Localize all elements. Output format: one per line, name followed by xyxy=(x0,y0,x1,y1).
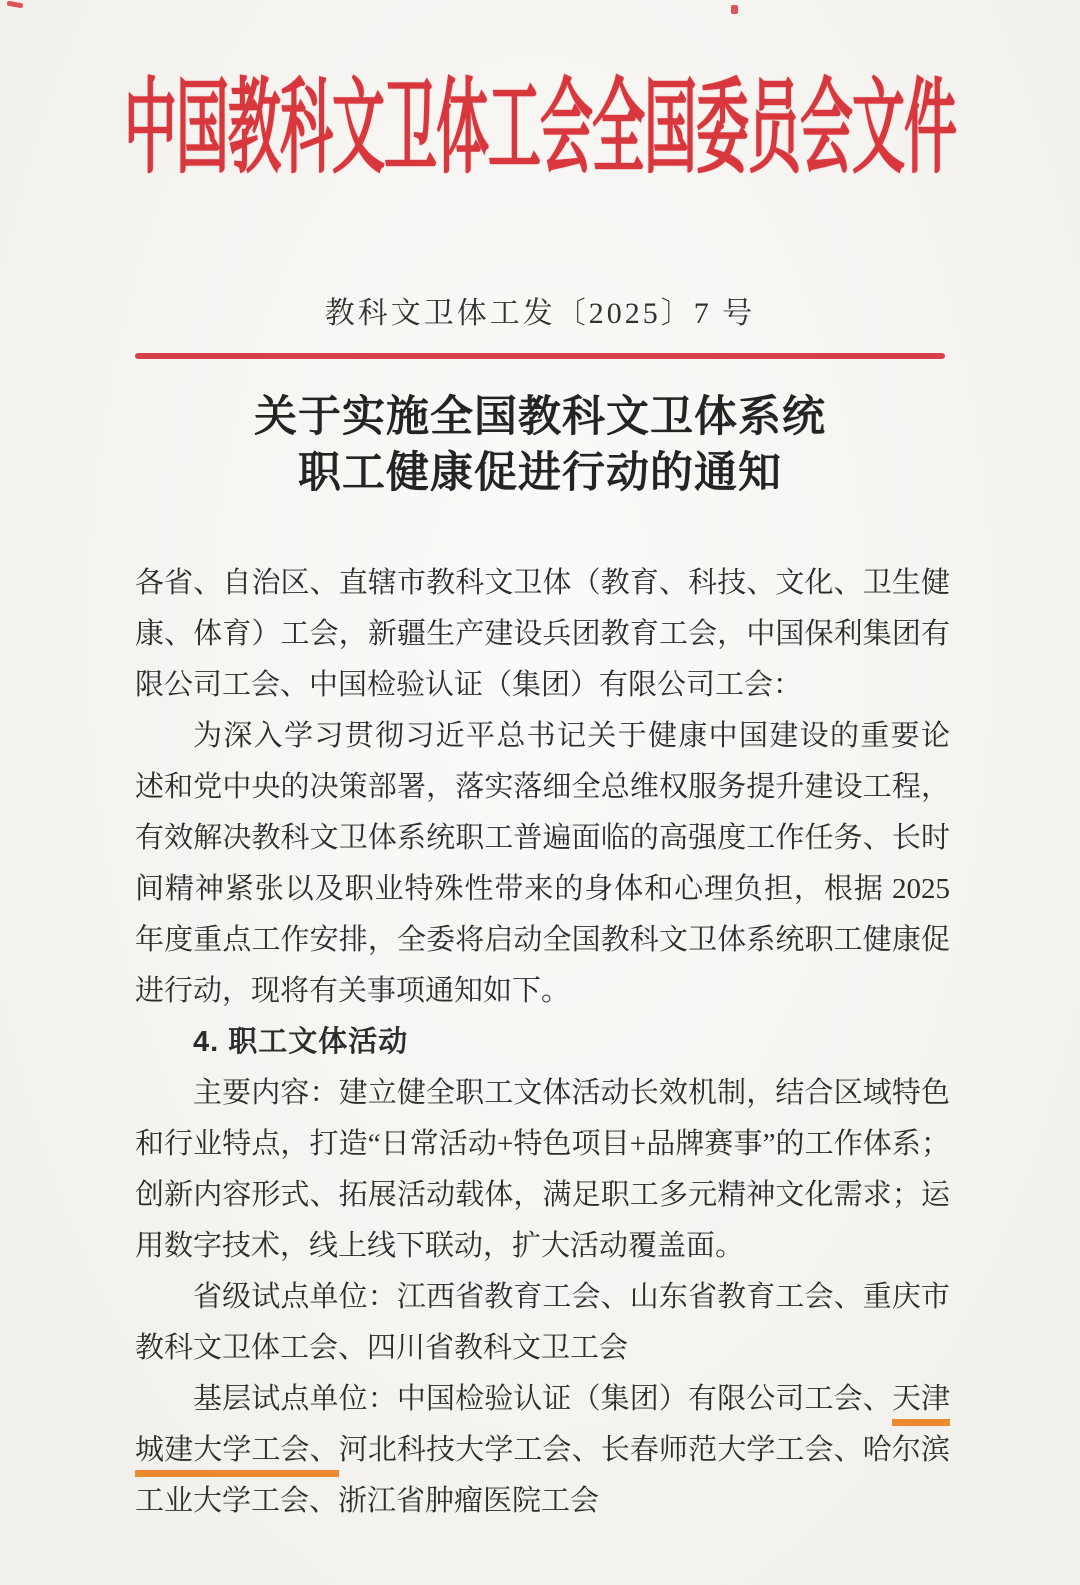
text-line xyxy=(135,1323,950,1374)
text-segment: 基层试点单位：中国检验认证（集团）有限公司工会、 xyxy=(193,1383,892,1415)
text-segment: 各省、自治区、直辖市教科文卫体（教育、科技、文化、卫生健 xyxy=(135,567,950,599)
text-line xyxy=(135,813,950,864)
text-line xyxy=(135,609,950,660)
text-line xyxy=(135,1068,950,1119)
red-header-banner xyxy=(0,44,1080,196)
red-scan-artifact xyxy=(731,5,738,14)
text-line xyxy=(135,711,950,762)
paragraph xyxy=(135,1272,950,1374)
document-title-line2: 职工健康促进行动的通知 xyxy=(298,450,782,497)
issuing-authority-title: 中国教科文卫体工会全国委员会文件 xyxy=(124,73,956,187)
text-segment: 教科文卫体工会、四川省教科文卫工会 xyxy=(135,1332,629,1364)
document-number: 教科文卫体工发〔2025〕7 号 xyxy=(324,297,756,330)
text-line xyxy=(135,1017,950,1068)
text-segment: 康、体育）工会，新疆生产建设兵团教育工会，中国保利集团有 xyxy=(135,618,950,650)
text-line xyxy=(135,1476,950,1527)
text-segment: 有效解决教科文卫体系统职工普遍面临的高强度工作任务、长时 xyxy=(135,822,950,854)
text-line xyxy=(135,660,950,711)
text-line xyxy=(135,1170,950,1221)
text-line xyxy=(135,1374,950,1425)
text-line xyxy=(135,915,950,966)
red-divider-line xyxy=(135,353,945,359)
text-segment: 主要内容：建立健全职工文体活动长效机制，结合区域特色 xyxy=(193,1077,950,1109)
text-segment: 和行业特点，打造“日常活动+特色项目+品牌赛事”的工作体系； xyxy=(135,1128,950,1160)
section-heading xyxy=(135,1017,950,1068)
paragraph xyxy=(135,1068,950,1272)
text-line xyxy=(135,762,950,813)
text-line xyxy=(135,864,950,915)
paragraph xyxy=(135,1374,950,1527)
document-title xyxy=(0,390,1080,502)
text-segment: 限公司工会、中国检验认证（集团）有限公司工会： xyxy=(135,669,803,701)
text-segment: 为深入学习贯彻习近平总书记关于健康中国建设的重要论 xyxy=(193,720,950,752)
orange-underline-highlight: 天津 xyxy=(892,1383,950,1426)
red-scan-artifact xyxy=(7,1,24,9)
text-segment: 间精神紧张以及职业特殊性带来的身体和心理负担，根据 2025 xyxy=(135,873,950,905)
text-segment: 年度重点工作安排，全委将启动全国教科文卫体系统职工健康促 xyxy=(135,924,950,956)
text-segment: 省级试点单位：江西省教育工会、山东省教育工会、重庆市 xyxy=(193,1281,950,1313)
text-segment: 用数字技术，线上线下联动，扩大活动覆盖面。 xyxy=(135,1230,745,1262)
orange-underline-highlight: 城建大学工会、 xyxy=(135,1434,339,1477)
text-segment: 述和党中央的决策部署，落实落细全总维权服务提升建设工程， xyxy=(135,771,950,803)
text-line xyxy=(135,1119,950,1170)
document-title-line1: 关于实施全国教科文卫体系统 xyxy=(254,394,826,441)
text-line xyxy=(135,1221,950,1272)
paragraph xyxy=(135,558,950,711)
text-segment: 进行动，现将有关事项通知如下。 xyxy=(135,975,571,1007)
text-line xyxy=(135,1425,950,1476)
text-line xyxy=(135,558,950,609)
text-segment: 工业大学工会、浙江省肿瘤医院工会 xyxy=(135,1485,600,1517)
text-line xyxy=(135,966,950,1017)
text-segment: 4. 职工文体活动 xyxy=(193,1026,409,1058)
text-line xyxy=(135,1272,950,1323)
text-segment: 河北科技大学工会、长春师范大学工会、哈尔滨 xyxy=(338,1434,950,1466)
paragraph xyxy=(135,711,950,1017)
document-body xyxy=(135,558,950,1527)
text-segment: 创新内容形式、拓展活动载体，满足职工多元精神文化需求；运 xyxy=(135,1179,950,1211)
